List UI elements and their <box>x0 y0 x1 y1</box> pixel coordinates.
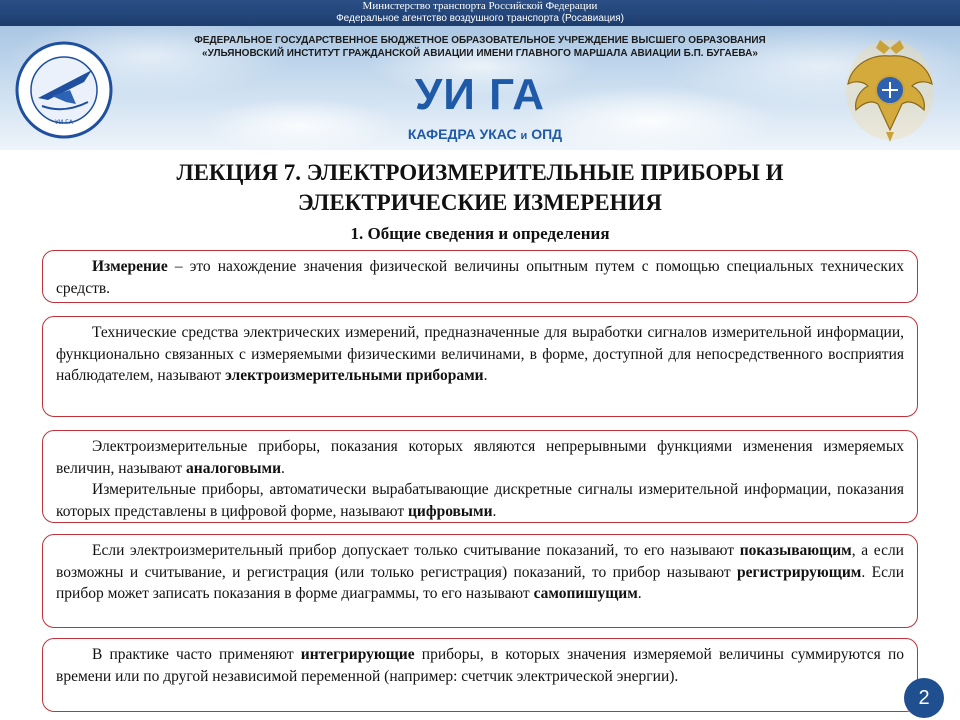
page-number-badge: 2 <box>904 678 944 718</box>
organization-name <box>130 34 830 60</box>
org-line-2: «УЛЬЯНОВСКИЙ ИНСТИТУТ ГРАЖДАНСКОЙ АВИАЦИИ ИМЕНИ ГЛАВНОГО МАРШАЛА АВИАЦИИ Б.П. БУГАЕВА» <box>202 48 758 59</box>
definition-text: , а если возможны и считывание, и регистрация (или только регистрация) показаний, то прибор называют <box>56 542 904 581</box>
term-integrating: интегрирующие <box>300 646 415 663</box>
svg-text:УИ ГА: УИ ГА <box>55 119 73 126</box>
ministry-label: Министерство транспорта Российской Федерации <box>362 0 598 12</box>
lecture-title <box>40 158 920 218</box>
definition-paragraph <box>56 256 904 299</box>
definition-box-indicating-recording <box>42 534 918 628</box>
term-analog: аналоговыми <box>186 459 282 477</box>
definition-paragraph-analog <box>56 436 904 479</box>
definition-box-analog-digital <box>42 430 918 523</box>
title-line-1: ЛЕКЦИЯ 7. ЭЛЕКТРОИЗМЕРИТЕЛЬНЫЕ ПРИБОРЫ И <box>176 160 784 185</box>
top-bar <box>0 0 960 26</box>
dept-part-b: ОПД <box>531 126 563 142</box>
dept-part-a: КАФЕДРА УКАС <box>407 126 517 142</box>
term-indicating: показывающим <box>739 542 852 559</box>
definition-text: Если электроизмерительный прибор допускает только считывание показаний, то его называют <box>92 542 740 559</box>
sentence-end: . <box>492 502 497 520</box>
section-heading: 1. Общие сведения и определения <box>350 224 610 243</box>
definition-box-measurement <box>42 250 918 303</box>
term-recording: регистрирующим <box>737 563 862 581</box>
term-digital: цифровыми <box>407 502 493 520</box>
department-label <box>340 126 630 142</box>
definition-paragraph-digital <box>56 479 904 522</box>
sentence-end: . <box>637 585 642 602</box>
header-banner <box>0 26 960 150</box>
definition-paragraph <box>56 644 904 687</box>
definition-text: приборы, в которых значения измеряемой величины суммируются по времени или по другой независимой переменной (например: счетчик электрической энергии). <box>56 646 904 685</box>
definition-text: Измерительные приборы, автоматически вырабатывающие дискретные сигналы измерительной информации, показания которых представлены в цифровой форме, называют <box>56 481 904 520</box>
definition-box-instruments <box>42 316 918 417</box>
sentence-end: . <box>483 367 488 384</box>
term-electrical-instruments: электроизмерительными приборами <box>225 367 484 384</box>
term-self-recording: самопишущим <box>533 585 638 602</box>
org-line-1: ФЕДЕРАЛЬНОЕ ГОСУДАРСТВЕННОЕ БЮДЖЕТНОЕ ОБРАЗОВАТЕЛЬНОЕ УЧРЕЖДЕНИЕ ВЫСШЕГО ОБРАЗОВАНИЯ <box>194 35 766 46</box>
definition-text: . Если прибор может записать показания в форме диаграммы, то его называют <box>56 563 904 602</box>
title-line-2: ЭЛЕКТРИЧЕСКИЕ ИЗМЕРЕНИЯ <box>298 190 662 215</box>
agency-label: Федеральное агентство воздушного транспорта (Росавиация) <box>336 13 624 24</box>
definition-text: Электроизмерительные приборы, показания которых являются непрерывными функциями изменения измеряемых величин, называют <box>56 438 904 477</box>
institute-logo-icon <box>14 40 114 140</box>
definition-text: Технические средства электрических измерений, предназначенные для выработки сигналов измерительной информации, функционально связанных с измеряемыми физическими величинами, в форме, доступной для непосредственного восприятия наблюдателем, называют <box>56 324 904 384</box>
eagle-emblem-icon <box>842 34 938 146</box>
definition-paragraph <box>56 540 904 605</box>
dept-and: и <box>520 130 528 142</box>
sentence-end: . <box>281 459 285 477</box>
definition-box-integrating <box>42 638 918 712</box>
definition-paragraph <box>56 322 904 387</box>
definition-text: В практике часто применяют <box>92 646 301 663</box>
definition-text: – это нахождение значения физической величины опытным путем с помощью специальных технических средств. <box>56 258 904 297</box>
brand-title: УИ ГА <box>414 70 546 119</box>
term-measurement: Измерение <box>92 258 168 275</box>
